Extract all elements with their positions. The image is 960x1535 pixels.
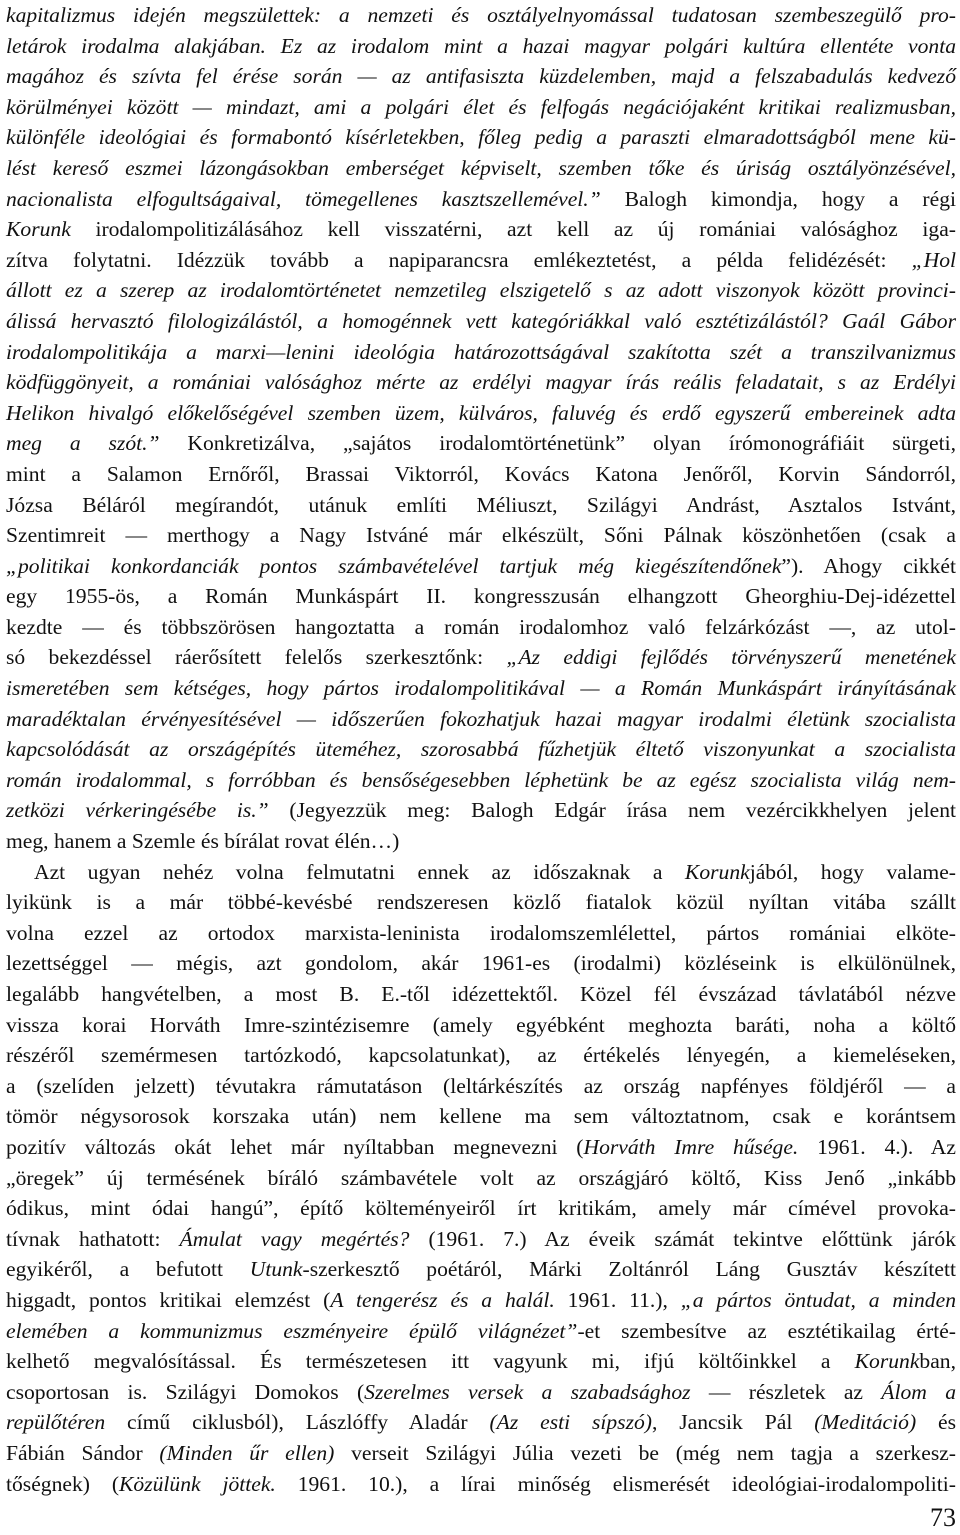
text-line [6, 1316, 956, 1347]
text-line [6, 551, 956, 582]
text-line [6, 673, 956, 704]
text-line [6, 275, 956, 306]
italic-run: Közülünk jöttek. [119, 1471, 276, 1496]
italic-run: Utunk [249, 1257, 303, 1282]
text-line [6, 337, 956, 368]
italic-run: Horváth Imre hűsége. [583, 1134, 799, 1159]
text-run: tőségnek) ( [6, 1471, 120, 1496]
text-run: csoportosan is. Szilágyi Domokos ( [6, 1379, 365, 1404]
italic-run: zetközi vérkeringésébe is.” [6, 798, 269, 823]
text-run: vissza korai Horváth Imre-szintézisemre (amely egyébként meghozta baráti, noha a költő [6, 1012, 956, 1037]
text-run: só bekezdéssel ráerősített felelős szerkesztőnk: [6, 645, 507, 670]
italic-run: irodalompolitikája a marxi—lenini ideológia határozottságával szakította szét a transzilvanizmus [6, 339, 956, 364]
text-run: Józsa Béláról megírandót, utánuk említi Méliuszt, Szilágyi Andrást, Asztalos Istvánt, [6, 492, 956, 517]
text-run: 1961. 10.), a lírai minőség elismerését ideológiai-irodalompoliti- [275, 1471, 956, 1496]
italic-run: álissá hervasztó filologizálástól, a homogénnek vett kategóriákkal való esztétizálástól? Gaál Gábor [6, 308, 956, 333]
italic-run: ködfüggönyeit, a romániai valósághoz mérte az erdélyi magyar írás reális feladatait, s az Erdélyi [6, 370, 956, 395]
text-line [6, 1224, 956, 1255]
text-line [6, 1101, 956, 1132]
text-run: lezettséggel — mégis, azt gondolom, akár 1961-es (irodalmi) közléseink is elkülönülnek, [6, 951, 956, 976]
italic-run: repülőtéren [6, 1410, 106, 1435]
text-line [6, 1377, 956, 1408]
text-line [6, 1438, 956, 1469]
text-run: című ciklusból), Lászlóffy Aladár [105, 1410, 490, 1435]
italic-run: meg a szót.” [6, 431, 160, 456]
text-line [6, 948, 956, 979]
text-line [6, 520, 956, 551]
italic-run: magához és szívta fel érése során — az antifasiszta küzdelemben, majd a felszabadulás kedvező [6, 64, 956, 89]
italic-run: Szerelmes versek a szabadsághoz [364, 1379, 691, 1404]
italic-run: Helikon hivalgó előkelőségével szemben üzem, külváros, faluvég és erdő egyszerű embereinek adta [6, 400, 956, 425]
text-run: (Jegyezzük meg: Balogh Edgár írása nem vezércikkhelyen jelent [268, 798, 956, 823]
text-run: — részletek az [690, 1379, 882, 1404]
text-line [6, 245, 956, 276]
text-line [6, 734, 956, 765]
italic-run: (Meditáció) [814, 1410, 917, 1435]
text-run: mint a Salamon Ernőről, Brassai Viktorról, Kovács Katona Jenőről, Korvin Sándorról, [6, 461, 956, 486]
text-line [6, 428, 956, 459]
italic-run: A tengerész és a halál. [330, 1287, 555, 1312]
text-line [6, 367, 956, 398]
italic-run: állott ez a szerep az irodalomtörténetet nemzetileg elszigetelő s az adott viszonyok között provinci- [6, 278, 956, 303]
text-line [6, 979, 956, 1010]
italic-run: „Hol [911, 247, 956, 272]
text-line [6, 1346, 956, 1377]
text-run: 1961. 11.), [554, 1287, 681, 1312]
text-run: (1961. 7.) Az éveik számát tekintve előttünk járók [409, 1226, 957, 1251]
text-run: meg, hanem a Szemle és bírálat rovat élén…) [6, 829, 400, 854]
text-line [6, 826, 956, 857]
text-run: -szerkesztő poétáról, Márki Zoltánról Láng Gusztáv készített [302, 1257, 956, 1282]
text-line [6, 31, 956, 62]
text-run: ódikus, mint ódai hangú”, építő költeményeiről írt kritikám, amely már címével provoka- [6, 1196, 956, 1221]
paragraph [6, 857, 956, 1499]
text-line [6, 887, 956, 918]
text-run: volna ezzel az ortodox marxista-leninista irodalomszemlélettel, pártos romániai elköte- [6, 920, 956, 945]
italic-run: nacionalista elfogultságaival, tömegellenes kasztszellemével.” [6, 186, 601, 211]
italic-run: „Az eddigi fejlődés törvényszerű menetének [506, 645, 956, 670]
text-line [6, 1407, 956, 1438]
text-line [6, 153, 956, 184]
text-run: egyikéről, a befutott [6, 1257, 250, 1282]
text-run: Konkretizálva, „sajátos irodalomtörténetünk” olyan írómonográfiáit sürgeti, [159, 431, 956, 456]
text-line [6, 1285, 956, 1316]
italic-run: különféle ideológiai és formabontó kísérletekben, főleg pedig a paraszti elmaradottságból mene kü- [6, 125, 956, 150]
text-line [6, 1469, 956, 1500]
text-line [6, 1010, 956, 1041]
text-line [6, 1163, 956, 1194]
text-line [6, 92, 956, 123]
text-line [6, 1132, 956, 1163]
text-run: zítva folytatni. Idézzük tovább a napiparancsra emlékeztetést, a példa felidézését: [6, 247, 912, 272]
italic-run: Korunk [6, 217, 71, 242]
text-line [6, 214, 956, 245]
text-run: Azt ugyan nehéz volna felmutatni ennek az időszaknak a [34, 859, 685, 884]
text-run: irodalompolitizálásához kell visszatérni, azt kell az új romániai valósághoz iga- [70, 217, 956, 242]
text-run: legalább hangvételben, a most B. E.-től idézettektől. Közel fél évszázad távlatából nézve [6, 982, 956, 1006]
text-run: lyikünk is a már többé-kevésbé rendszeresen közlő fiatalok közül nyíltan vitába szállt [6, 890, 956, 915]
text-run: tömör négysorosok korszaka után) nem kellene ma sem változtatnom, csak e korántsem [6, 1104, 956, 1129]
italic-run: Ámulat vagy megértés? [179, 1226, 410, 1251]
italic-run: Korunk [854, 1349, 920, 1374]
italic-run: Korunk [684, 859, 750, 884]
italic-run: (Az esti sípszó) [489, 1410, 652, 1435]
text-line [6, 1193, 956, 1224]
text-line [6, 612, 956, 643]
italic-run: kapitalizmus idején megszülettek: a nemzeti és osztályelnyomással tudatosan szembeszegülő pro- [6, 3, 956, 27]
italic-run: maradéktalan érvényesítésével — időszerűen fokozhatjuk hazai magyar irodalmi életünk szocialista [6, 706, 956, 731]
text-line [6, 918, 956, 949]
text-line [6, 1254, 956, 1285]
italic-run: letárok irodalma alakjában. Ez az irodalom mint a hazai magyar polgári kultúra ellentéte vonta [6, 33, 956, 58]
text-line [6, 61, 956, 92]
text-run: Balogh kimondja, hogy a régi [600, 186, 956, 211]
italic-run: ismeretében sem kétséges, hogy pártos irodalompolitikával — a Román Munkáspárt irányításának [6, 676, 956, 701]
text-run: -et szembesítve az esztétikailag érté- [577, 1318, 956, 1343]
text-run: 1961. 4.). Az [798, 1134, 956, 1159]
text-run: verseit Szilágyi Júlia vezeti be (még nem tagja a szerkesz- [334, 1440, 956, 1465]
text-line [6, 642, 956, 673]
italic-run: elemében a kommunizmus eszményeire épülő világnézet” [6, 1318, 578, 1343]
text-run: Fábián Sándor [6, 1440, 160, 1465]
text-run: kelhető megvalósítással. És természetesen itt vagyunk mi, ifjú költőinkkel a [6, 1349, 855, 1374]
text-run: ”). Ahogy cikkét [781, 553, 956, 578]
text-run: higgadt, pontos kritikai elemzést ( [6, 1287, 331, 1312]
paragraph [6, 0, 956, 857]
text-run: , Jancsik Pál [651, 1410, 815, 1435]
text-line [6, 122, 956, 153]
text-line [6, 765, 956, 796]
italic-run: kapcsolódását az országépítés üteméhez, szorosabbá fűzhetjük éltető viszonyunkat a szocialista [6, 737, 956, 762]
italic-run: „politikai konkordanciák pontos számbavételével tartjuk még kiegészítendőnek [6, 553, 782, 578]
text-line [6, 1040, 956, 1071]
italic-run: román irodalommal, s forróbban és bensőségesebben léphetünk be az egész szocialista világ nem- [6, 767, 956, 792]
text-line [6, 0, 956, 31]
text-run: pozitív változás okát lehet már nyíltabban megnevezni ( [6, 1134, 584, 1159]
text-line [6, 857, 956, 888]
italic-run: körülményei között — mindazt, ami a polgári élet és felfogás negációjaként kritikai realizmusban, [6, 94, 956, 119]
text-run: részéről szemérmesen tartózkodó, kapcsolatunkat), az értékelés lényegén, a kiemeléseken, [6, 1043, 956, 1068]
text-run: „öregek” új termésének bíráló számbavétele volt az országjáró költő, Kiss Jenő „inkább [6, 1165, 956, 1190]
text-line [6, 581, 956, 612]
text-run: a (szelíden jelzett) tévutakra rámutatáson (leltárkészítés az ország napfényes földjéről — a [6, 1073, 956, 1098]
text-line [6, 490, 956, 521]
page-number: 73 [930, 1503, 956, 1532]
italic-run: „a pártos öntudat, a minden [680, 1287, 956, 1312]
text-run: Szentimreit — merthogy a Nagy Istváné már elkészült, Sőni Pálnak köszönhetően (csak a [6, 523, 956, 548]
text-run: ban, [919, 1349, 956, 1374]
document-page [6, 0, 956, 1499]
italic-run: lést kereső eszmei lázongásokban emberséget képviselt, szemben tőke és úriság osztályönzésével, [6, 155, 956, 180]
text-line [6, 795, 956, 826]
text-run: tívnak hathatott: [6, 1226, 180, 1251]
text-run: kezdte — és többszörösen hangoztatta a román irodalomhoz való felzárkózást —, az utol- [6, 614, 956, 639]
italic-run: Álom a [881, 1379, 956, 1404]
text-run: egy 1955-ös, a Román Munkáspárt II. kongresszusán elhangzott Gheorghiu-Dej-idézettel [6, 584, 956, 609]
body-text [6, 0, 956, 1499]
text-run: és [916, 1410, 957, 1435]
text-line [6, 306, 956, 337]
italic-run: (Minden űr ellen) [159, 1440, 335, 1465]
text-line [6, 459, 956, 490]
text-line [6, 704, 956, 735]
text-line [6, 398, 956, 429]
text-line [6, 1071, 956, 1102]
text-line [6, 184, 956, 215]
text-run: jából, hogy valame- [749, 859, 956, 884]
